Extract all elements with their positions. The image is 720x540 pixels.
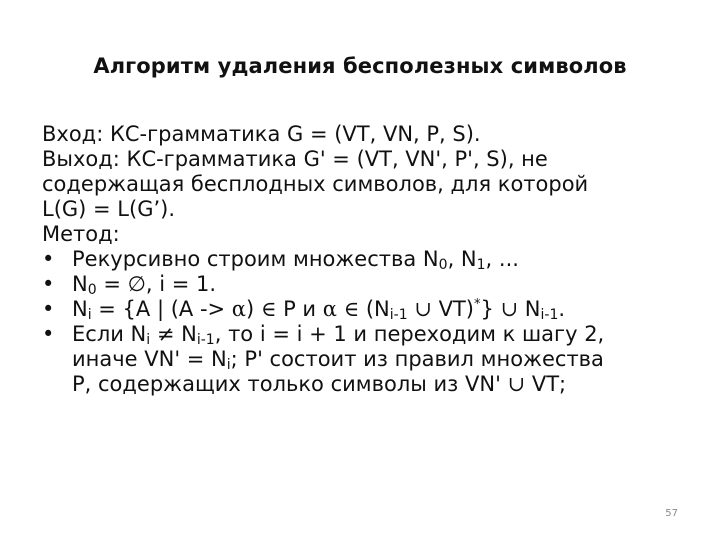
output-line-3: L(G) = L(G’). <box>42 197 176 221</box>
output-line-2: содержащая бесплодных символов, для которой <box>42 172 589 196</box>
output-line-1: Выход: КС-грамматика G' = (VT, VN', P', S), не <box>42 147 548 171</box>
formula-part: . <box>558 297 566 321</box>
formula-part: ) <box>245 297 261 321</box>
text-part: VT; <box>525 372 567 396</box>
union-symbol: ∪ <box>507 372 526 396</box>
formula-part: P и <box>276 297 323 321</box>
subscript: i <box>87 307 92 323</box>
subscript: i-1 <box>196 332 215 348</box>
text-part: Если N <box>72 322 147 346</box>
bullet-1 <box>42 247 692 272</box>
bullet-4-continuation-2 <box>42 372 692 397</box>
alpha-symbol: α <box>322 297 337 321</box>
union-symbol: ∪ <box>500 297 519 321</box>
not-equal-symbol: ≠ <box>156 322 175 346</box>
text-part: ; P' состоит из правил множества <box>230 347 604 371</box>
bullet-4-continuation-1 <box>42 347 692 372</box>
subscript: i <box>146 332 151 348</box>
subscript: 0 <box>438 257 448 273</box>
bullet-dot: • <box>42 297 55 321</box>
text-part: иначе VN' = N <box>72 347 227 371</box>
formula-part: N <box>518 297 541 321</box>
formula-part: (N <box>359 297 390 321</box>
subscript: 1 <box>476 257 486 273</box>
bullet-2 <box>42 272 692 297</box>
kleene-star: * <box>473 297 481 312</box>
alpha-symbol: α <box>231 297 246 321</box>
bullet-dot: • <box>42 272 55 296</box>
input-line: Вход: КС-грамматика G = (VT, VN, P, S). <box>42 122 481 146</box>
method-label: Метод: <box>42 222 120 246</box>
formula-part: } <box>480 297 501 321</box>
subscript: i-1 <box>389 307 408 323</box>
subscript: 0 <box>87 282 97 298</box>
text-part: P, содержащих только символы из VN' <box>72 372 508 396</box>
text-part: N <box>174 322 197 346</box>
formula-part: VT) <box>431 297 474 321</box>
subscript: i <box>226 357 231 373</box>
bullet-1-sep: , N <box>447 247 477 271</box>
empty-set-symbol: ∅ <box>127 272 146 296</box>
bullet-1-text: Рекурсивно строим множества N <box>72 247 439 271</box>
bullet-1-tail: , ... <box>485 247 519 271</box>
bullet-4 <box>42 322 692 347</box>
set-name: N <box>72 297 88 321</box>
bullet-dot: • <box>42 322 55 346</box>
subscript: i-1 <box>540 307 559 323</box>
equals: = <box>96 272 128 296</box>
formula-part: = {A | (A -> <box>91 297 232 321</box>
union-symbol: ∪ <box>414 297 432 321</box>
page-number: 57 <box>665 508 678 519</box>
set-name: N <box>72 272 88 296</box>
text-part: , то i = i + 1 и переходим к шагу 2, <box>214 322 605 346</box>
bullet-2-tail: , i = 1. <box>145 272 217 296</box>
slide-title: Алгоритм удаления бесполезных символов <box>93 54 627 78</box>
element-of-symbol: ∈ <box>343 297 360 321</box>
bullet-dot: • <box>42 247 55 271</box>
element-of-symbol: ∈ <box>260 297 277 321</box>
slide-body <box>42 122 692 397</box>
bullet-3 <box>42 297 692 322</box>
